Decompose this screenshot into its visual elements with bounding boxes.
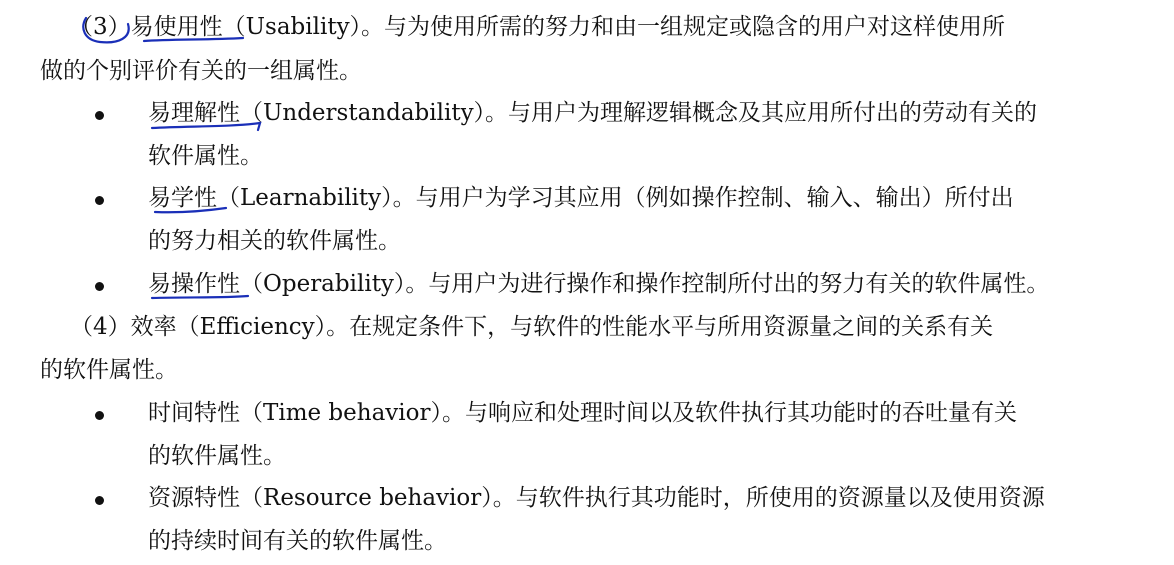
bullet-resource-behavior-line1: 资源特性（Resource behavior）。与软件执行其功能时，所使用的资源量以及使用资源 [148,485,1045,511]
bullet-resource-behavior-line2: 的持续时间有关的软件属性。 [148,528,447,554]
bullet-learnability-line2: 的努力相关的软件属性。 [148,228,401,254]
bullet-understandability-line2: 软件属性。 [148,143,263,169]
para3-line1: （3）易使用性（Usability）。与为使用所需的努力和由一组规定或隐含的用户对这样使用所 [70,14,1006,40]
bullet-understandability-line1: 易理解性（Understandability）。与用户为理解逻辑概念及其应用所付出的劳动有关的 [148,100,1038,126]
bullet-operability-line1: 易操作性（Operability）。与用户为进行操作和操作控制所付出的努力有关的软件属性。 [148,271,1050,297]
bullet-time-behavior-line1: 时间特性（Time behavior）。与响应和处理时间以及软件执行其功能时的吞吐量有关 [148,400,1017,426]
bullet-time-behavior-line2: 的软件属性。 [148,443,286,469]
para4-line2: 的软件属性。 [40,357,178,383]
para3-line2: 做的个别评价有关的一组属性。 [40,58,362,84]
bullet-learnability-line1: 易学性（Learnability）。与用户为学习其应用（例如操作控制、输入、输出）所付出 [148,185,1014,211]
para4-line1: （4）效率（Efficiency）。在规定条件下，与软件的性能水平与所用资源量之间的关系有关 [70,314,994,340]
